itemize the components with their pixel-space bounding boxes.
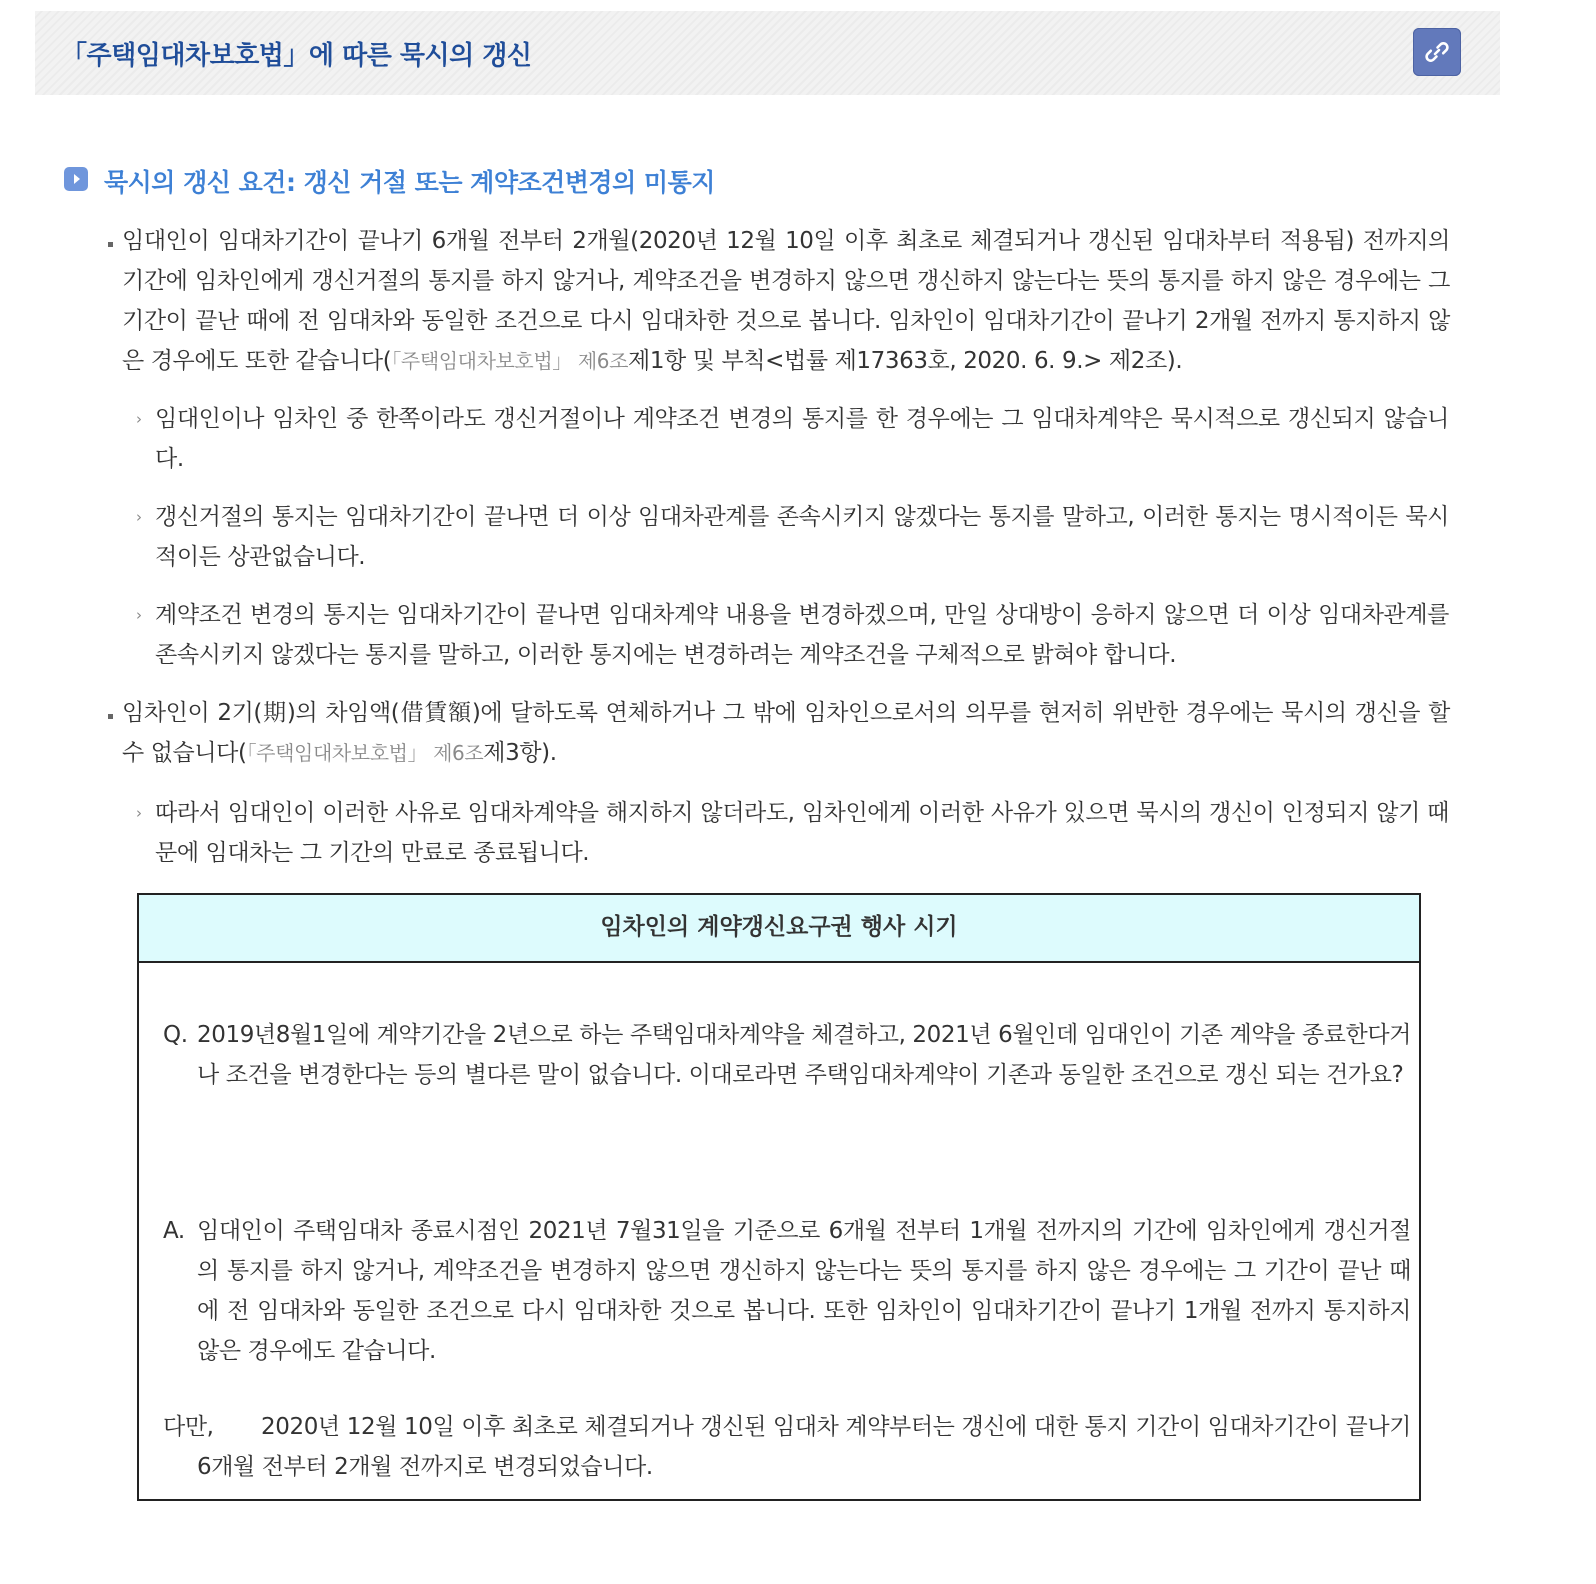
law-reference-link[interactable]: 「주택임대차보호법」 제6조 <box>246 741 484 765</box>
answer-label: A. <box>163 1218 185 1244</box>
play-arrow-icon <box>64 167 88 191</box>
answer <box>163 1211 1411 1371</box>
note-lead: 다만, <box>163 1414 214 1440</box>
question-label: Q. <box>163 1022 188 1048</box>
sub-item-refusal-notice: 갱신거절의 통지는 임대차기간이 끝나면 더 이상 임대차관계를 존속시키지 않겠다는 통지를 말하고, 이러한 통지는 명시적이든 묵시적이든 상관없습니다. <box>155 504 1449 570</box>
note-text: 2020년 12월 10일 이후 최초로 체결되거나 갱신된 임대차 계약부터는 갱신에 대한 통지 기간이 임대차기간이 끝나기 6개월 전부터 2개월 전까지로 변경되었습니다. <box>197 1414 1411 1480</box>
link-icon <box>1423 38 1451 66</box>
sub-item-notice-effect: 임대인이나 임차인 중 한쪽이라도 갱신거절이나 계약조건 변경의 통지를 한 경우에는 그 임대차계약은 묵시적으로 갱신되지 않습니다. <box>155 406 1449 472</box>
square-bullet <box>108 714 113 719</box>
sub-bullet-icon: › <box>136 410 142 428</box>
title-bar <box>35 11 1500 95</box>
question-text: 2019년8월1일에 계약기간을 2년으로 하는 주택임대차계약을 체결하고, 2021년 6월인데 임대인이 기존 계약을 종료한다거나 조건을 변경한다는 등의 별다른 말이 없습니다. 이대로라면 주택임대차계약이 기존과 동일한 조건으로 갱신 되는 건가요? <box>197 1022 1411 1088</box>
paragraph-no-renewal: 임차인이 2기(期)의 차임액(借賃額)에 달하도록 연체하거나 그 밖에 임차인으로서의 의무를 현저히 위반한 경우에는 묵시의 갱신을 할 수 없습니다(「주택임대차보호법」 제6조제3항). <box>122 700 1450 766</box>
page-title: 「주택임대차보호법」에 따른 묵시의 갱신 <box>61 41 532 71</box>
sub-bullet-icon: › <box>136 804 142 822</box>
sub-bullet-icon: › <box>136 606 142 624</box>
sub-bullet-icon: › <box>136 508 142 526</box>
sub-item-change-notice: 계약조건 변경의 통지는 임대차기간이 끝나면 임대차계약 내용을 변경하겠으며, 만일 상대방이 응하지 않으면 더 이상 임대차관계를 존속시키지 않겠다는 통지를 말하고, 이러한 통지에는 변경하려는 계약조건을 구체적으로 밝혀야 합니다. <box>155 602 1449 668</box>
copy-link-button[interactable] <box>1413 28 1461 76</box>
answer-text: 임대인이 주택임대차 종료시점인 2021년 7월31일을 기준으로 6개월 전부터 1개월 전까지의 기간에 임차인에게 갱신거절의 통지를 하지 않거나, 계약조건을 변경하지 않으면 갱신하지 않는다는 뜻의 통지를 하지 않은 경우에는 그 기간이 끝난 때에 전 임대차와 동일한 조건으로 다시 임대차한 것으로 봅니다. 또한 임차인이 임대차기간이 끝나기 1개월 전까지 통지하지 않은 경우에도 같습니다. <box>197 1218 1411 1364</box>
qa-box-title: 임차인의 계약갱신요구권 행사 시기 <box>139 895 1419 963</box>
qa-box <box>137 893 1421 1501</box>
square-bullet <box>108 242 113 247</box>
paragraph-implied-renewal: 임대인이 임대차기간이 끝나기 6개월 전부터 2개월(2020년 12월 10일 이후 최초로 체결되거나 갱신된 임대차부터 적용됨) 전까지의 기간에 임차인에게 갱신거절의 통지를 하지 않거나, 계약조건을 변경하지 않으면 갱신하지 않는다는 뜻의 통지를 하지 않은 경우에는 그 기간이 끝난 때에 전 임대차와 동일한 조건으로 다시 임대차한 것으로 봅니다. 임차인이 임대차기간이 끝나기 2개월 전까지 통지하지 않은 경우에도 또한 같습니다(「주택임대차보호법」 제6조제1항 및 부칙<법률 제17363호, 2020. 6. 9.> 제2조). <box>122 228 1450 374</box>
section-title: 묵시의 갱신 요건: 갱신 거절 또는 계약조건변경의 미통지 <box>104 168 715 197</box>
answer-note <box>163 1407 1411 1487</box>
sub-item-termination: 따라서 임대인이 이러한 사유로 임대차계약을 해지하지 않더라도, 임차인에게 이러한 사유가 있으면 묵시의 갱신이 인정되지 않기 때문에 임대차는 그 기간의 만료로 종료됩니다. <box>155 800 1449 866</box>
law-reference-link[interactable]: 「주택임대차보호법」 제6조 <box>391 349 628 373</box>
question <box>163 1015 1411 1095</box>
